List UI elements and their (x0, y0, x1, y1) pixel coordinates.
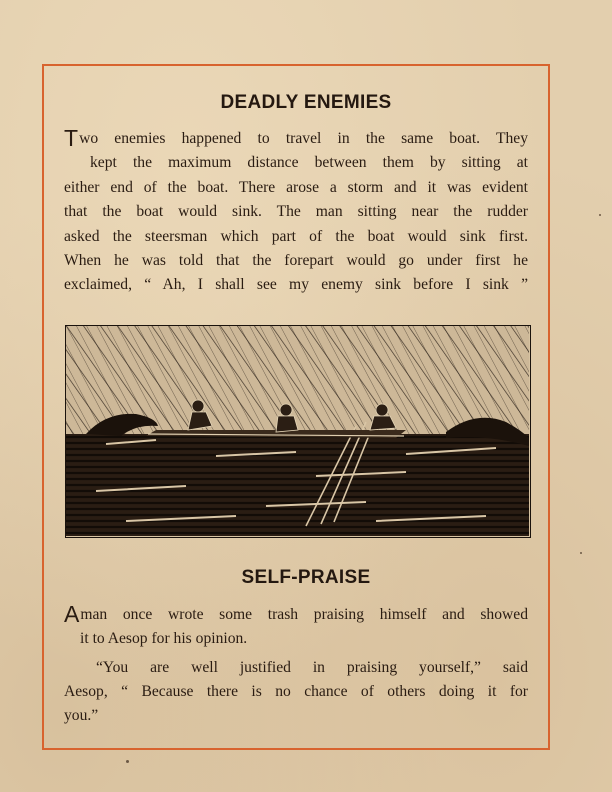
storm-boat-illustration (65, 325, 531, 538)
story1-line-6: When he was told that the forepart would go under first he (64, 252, 528, 269)
story1-line-7: exclaimed, “ Ah, I shall see my enemy sink before I sink ” (64, 276, 528, 293)
story1-line-3: either end of the boat. There arose a storm and it was evident (64, 179, 528, 196)
story2-line-2: it to Aesop for his opinion. (80, 630, 248, 647)
story2-line-1-text: man once wrote some trash praising himself and showed (80, 606, 528, 623)
story2-line-3: “You are well justified in praising yourself,” said (96, 659, 528, 676)
story2-line-1 (64, 603, 528, 627)
paper-speck (126, 760, 129, 763)
story1-title: DEADLY ENEMIES (220, 92, 392, 113)
story1-line-2: kept the maximum distance between them by sitting at (90, 154, 528, 171)
paper-speck (599, 214, 601, 216)
paper-speck (580, 552, 582, 554)
story1-line-4: that the boat would sink. The man sitting near the rudder (64, 203, 528, 220)
story2-title: SELF-PRAISE (241, 567, 371, 588)
story1-line-5: asked the steersman which part of the boat would sink first. (64, 228, 528, 245)
story1-line-1 (64, 127, 528, 151)
story1-line-1-text: wo enemies happened to travel in the same boat. They (79, 130, 528, 147)
story2-dropcap: A (64, 601, 80, 627)
story2-line-4: Aesop, “ Because there is no chance of others doing it for (64, 683, 528, 700)
story2-line-5: you.” (64, 707, 99, 724)
story1-dropcap: T (64, 125, 79, 151)
